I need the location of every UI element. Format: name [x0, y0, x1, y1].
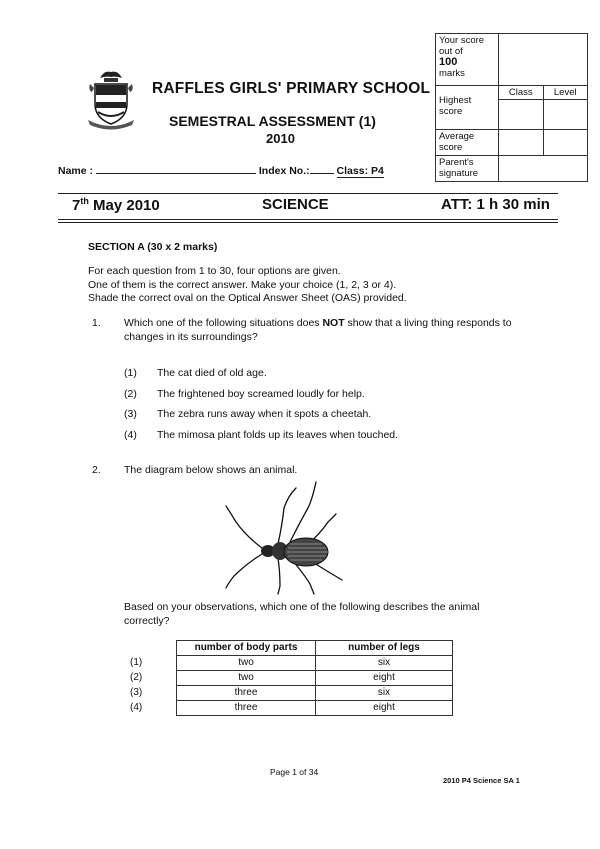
name-field[interactable] — [96, 163, 256, 174]
school-crest-icon — [86, 68, 136, 130]
highest-score-label: Highest score — [436, 86, 499, 130]
exam-subject: SCIENCE — [262, 196, 329, 213]
section-instructions: For each question from 1 to 30, four options are given. One of them is the correct answer. Make your choice (1, 2, 3 or 4). Shade the correct oval on the Optical Answer Sheet (OAS) provided. — [88, 265, 407, 304]
score-value-cell — [499, 34, 588, 86]
exam-duration: ATT: 1 h 30 min — [441, 196, 550, 213]
school-name: RAFFLES GIRLS' PRIMARY SCHOOL — [152, 80, 431, 97]
average-score-label: Average score — [436, 130, 499, 156]
table-row: (2) two eight — [124, 671, 453, 686]
beetle-diagram-icon — [224, 478, 344, 596]
question-2-text: Based on your observations, which one of the following describes the animal correctly? — [124, 601, 480, 627]
question-1-number: 1. — [92, 317, 101, 329]
body-parts-header: number of body parts — [177, 641, 316, 656]
question-1-text: Which one of the following situations does NOT show that a living thing responds to changes in its surroundings? — [124, 317, 512, 343]
page-number: Page 1 of 34 — [270, 767, 319, 777]
index-field[interactable] — [310, 163, 334, 174]
table-row: (4) three eight — [124, 701, 453, 716]
class-header: Class — [499, 86, 543, 100]
q1-option-3: (3) The zebra runs away when it spots a cheetah. — [124, 408, 372, 420]
paper-code: 2010 P4 Science SA 1 — [443, 776, 520, 785]
name-label: Name : — [58, 165, 94, 177]
divider-bottom-1 — [58, 219, 558, 220]
q1-option-1: (1) The cat died of old age. — [124, 367, 267, 379]
parent-signature-label: Parent's signature — [436, 156, 499, 182]
index-label: Index No.: — [258, 165, 310, 177]
table-row: (1) two six — [124, 656, 453, 671]
exam-date: 7th May 2010 — [72, 196, 160, 214]
class-label: Class: P4 — [336, 165, 384, 177]
legs-header: number of legs — [316, 641, 453, 656]
assessment-title: SEMESTRAL ASSESSMENT (1) — [169, 113, 376, 129]
section-title: SECTION A (30 x 2 marks) — [88, 241, 218, 253]
divider-top — [58, 193, 558, 194]
q1-option-4: (4) The mimosa plant folds up its leaves when touched. — [124, 429, 399, 441]
assessment-year: 2010 — [266, 131, 295, 146]
your-score-cell: Your score out of 100 marks — [436, 34, 499, 86]
level-header: Level — [544, 86, 588, 100]
question-2-number: 2. — [92, 464, 101, 476]
score-box — [435, 33, 588, 182]
q1-option-2: (2) The frightened boy screamed loudly for help. — [124, 388, 365, 400]
divider-bottom-2 — [58, 222, 558, 223]
question-2-options-table — [124, 640, 453, 716]
question-2-intro: The diagram below shows an animal. — [124, 464, 298, 476]
table-row: (3) three six — [124, 686, 453, 701]
student-info-row — [58, 163, 384, 177]
